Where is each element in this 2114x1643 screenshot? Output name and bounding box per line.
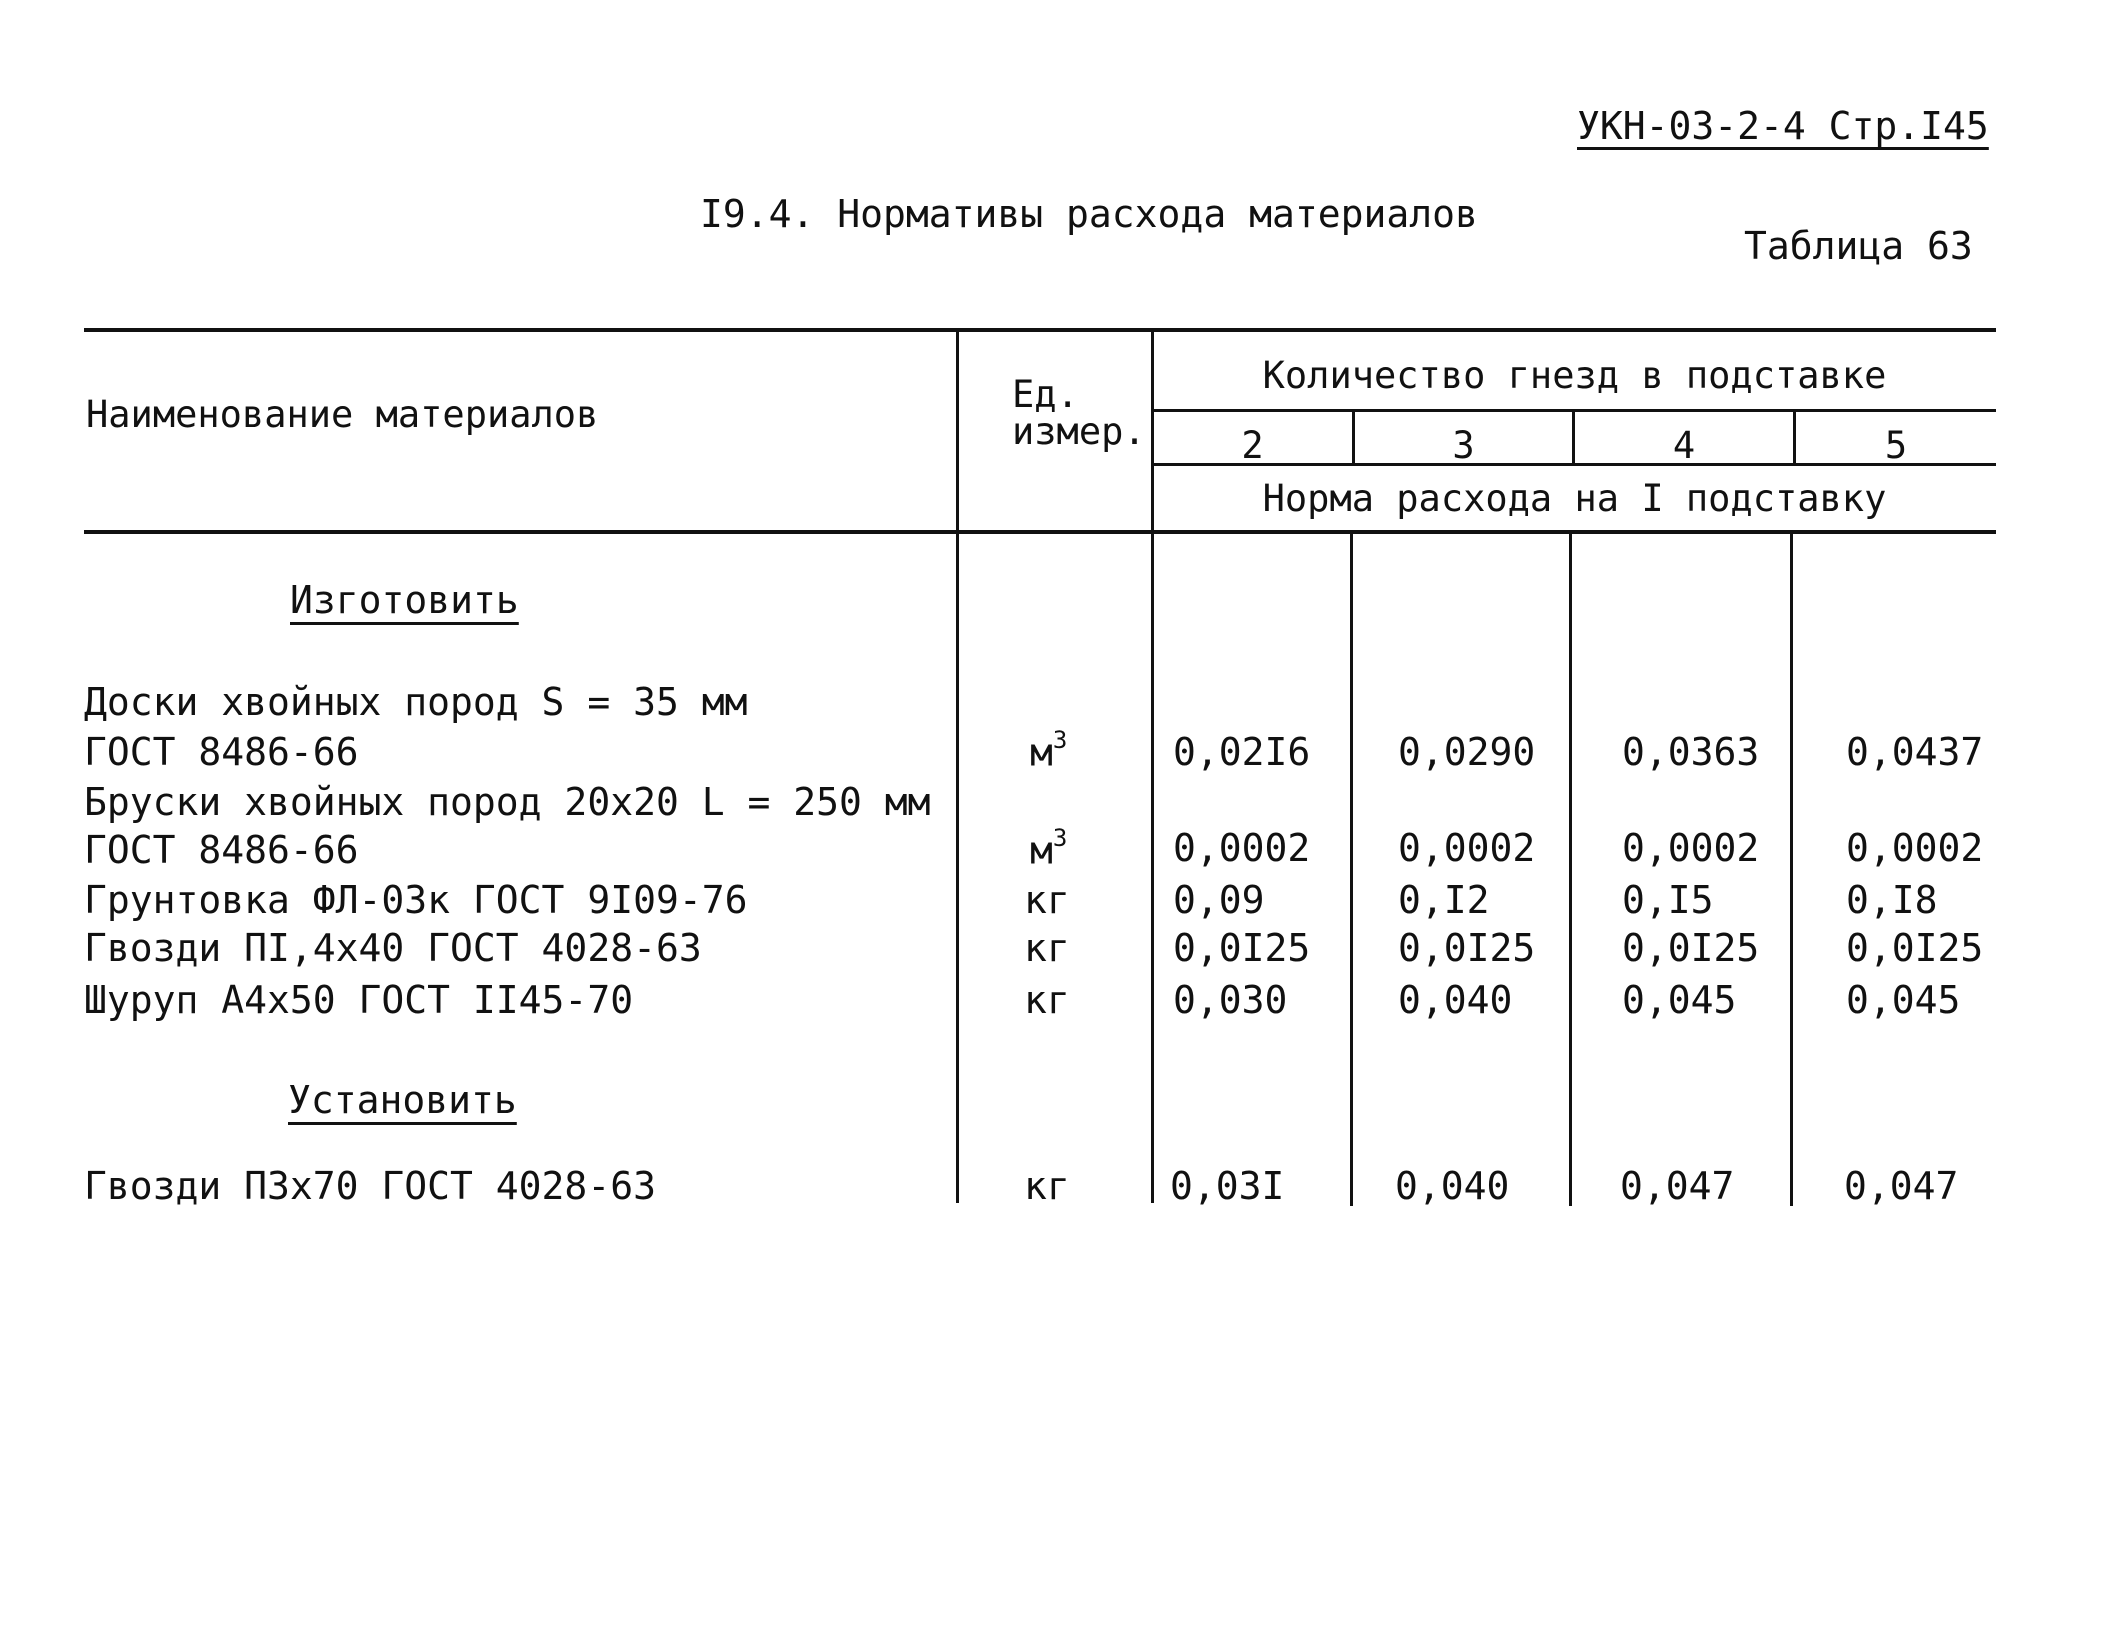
header-bottom-rule <box>84 530 1996 534</box>
section-heading-install: Установить <box>288 1078 517 1122</box>
value-cell: 0,047 <box>1620 1164 1735 1208</box>
value-cell: 0,040 <box>1395 1164 1510 1208</box>
value-cell: 0,0002 <box>1398 826 1536 870</box>
material-standard: ГОСТ 8486-66 <box>84 828 359 872</box>
unit-cell: кг <box>1024 978 1070 1022</box>
section-heading-manufacture: Изготовить <box>290 578 519 622</box>
value-cell: 0,040 <box>1398 978 1513 1022</box>
value-cell: 0,09 <box>1173 878 1265 922</box>
value-cell: 0,0290 <box>1398 730 1536 774</box>
section-title: I9.4. Нормативы расхода материалов <box>700 192 1478 236</box>
material-name: Гвозди П3х70 ГОСТ 4028-63 <box>84 1164 656 1208</box>
nest-count-2: 2 <box>1241 424 1264 467</box>
material-name: Гвозди ПI,4х40 ГОСТ 4028-63 <box>84 926 702 970</box>
unit-cell: кг <box>1024 878 1070 922</box>
material-name: Бруски хвойных пород 20х20 L = 250 мм <box>84 780 931 824</box>
material-name: Шуруп А4х50 ГОСТ II45-70 <box>84 978 634 1022</box>
col-header-norm: Норма расхода на I подставку <box>1262 477 1887 520</box>
col-header-nest-group: Количество гнезд в подставке <box>1262 354 1887 397</box>
col-header-unit-line1: Ед. <box>1012 373 1079 416</box>
value-cell: 0,02I6 <box>1173 730 1311 774</box>
value-cell: 0,I5 <box>1622 878 1714 922</box>
value-cell: 0,0002 <box>1622 826 1760 870</box>
unit-cell: кг <box>1024 926 1070 970</box>
table-top-rule <box>84 328 1996 332</box>
value-cell: 0,0I25 <box>1398 926 1536 970</box>
value-cell: 0,0363 <box>1622 730 1760 774</box>
value-cell: 0,0I25 <box>1846 926 1984 970</box>
value-cell: 0,0I25 <box>1622 926 1760 970</box>
nest-count-3: 3 <box>1452 424 1475 467</box>
page-reference: УКН-03-2-4 Стр.I45 <box>1577 104 1989 148</box>
col-divider-name-unit <box>956 328 959 1203</box>
value-cell: 0,0I25 <box>1173 926 1311 970</box>
unit-cell: $м^3$ <box>1030 726 1068 775</box>
value-cell: 0,0437 <box>1846 730 1984 774</box>
table-label: Таблица 63 <box>1744 224 1973 268</box>
col-header-material-name: Наименование материалов <box>86 393 599 436</box>
col-divider-2-3-body <box>1350 532 1353 1206</box>
value-cell: 0,I8 <box>1846 878 1938 922</box>
col-divider-3-4-body <box>1569 532 1572 1206</box>
nest-count-4: 4 <box>1672 424 1696 467</box>
value-cell: 0,045 <box>1622 978 1737 1022</box>
value-cell: 0,03I <box>1170 1164 1285 1208</box>
material-name: Грунтовка ФЛ-03к ГОСТ 9I09-76 <box>84 878 748 922</box>
value-cell: 0,045 <box>1846 978 1961 1022</box>
material-name: Доски хвойных пород S = 35 мм <box>84 680 748 724</box>
col-divider-4-5-body <box>1790 532 1793 1206</box>
value-cell: 0,I2 <box>1398 878 1490 922</box>
value-cell: 0,047 <box>1844 1164 1959 1208</box>
value-cell: 0,030 <box>1173 978 1288 1022</box>
nest-count-5: 5 <box>1884 424 1908 467</box>
value-cell: 0,0002 <box>1173 826 1311 870</box>
unit-cell: $м^3$ <box>1030 824 1068 873</box>
material-standard: ГОСТ 8486-66 <box>84 730 359 774</box>
value-cell: 0,0002 <box>1846 826 1984 870</box>
unit-cell: кг <box>1024 1164 1070 1208</box>
col-header-unit-line2: измер. <box>1012 410 1146 453</box>
